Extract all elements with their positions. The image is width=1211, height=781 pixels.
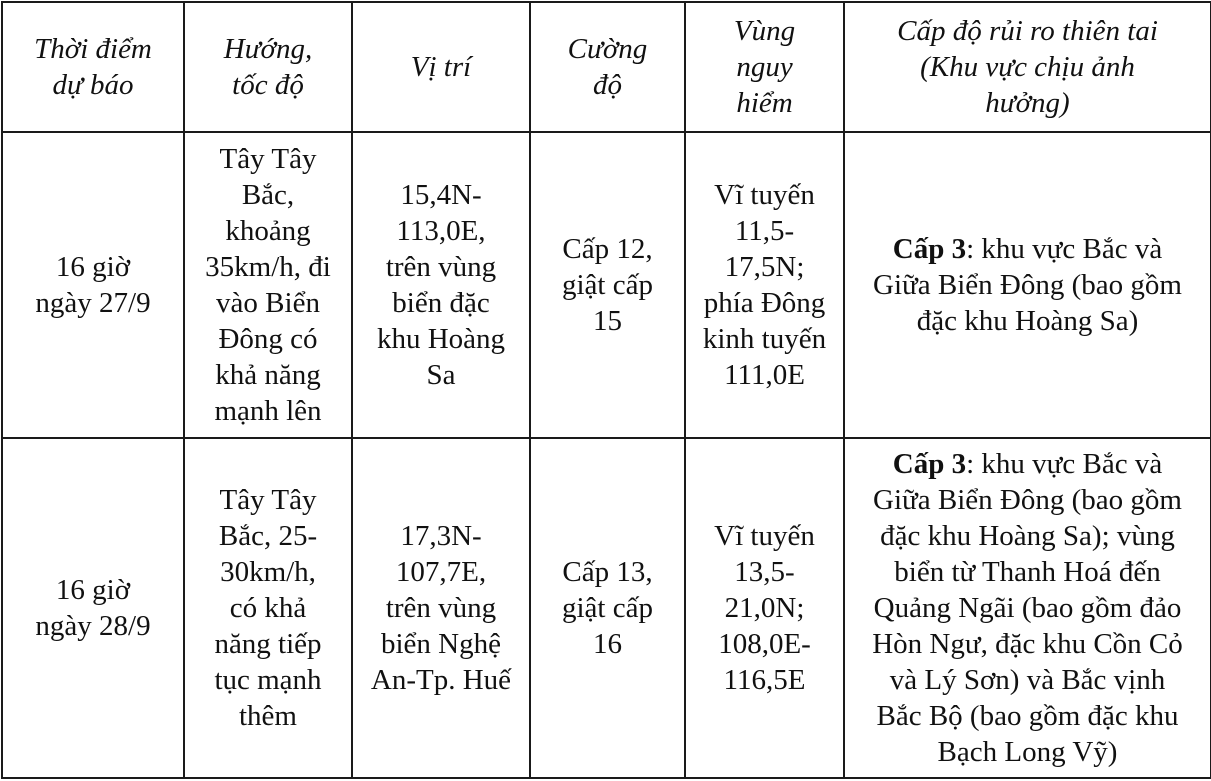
cell-direction-speed: Tây Tây Bắc, 25- 30km/h, có khả năng tiếp tục mạnh thêm (184, 438, 352, 778)
cell-position: 17,3N- 107,7E, trên vùng biển Nghệ An-Tp. Huế (352, 438, 530, 778)
cell-intensity: Cấp 13, giật cấp 16 (530, 438, 685, 778)
storm-forecast-table (1, 1, 1211, 779)
cell-intensity: Cấp 12, giật cấp 15 (530, 132, 685, 438)
table-row (2, 438, 1211, 778)
cell-risk-level: Cấp 3: khu vực Bắc và Giữa Biển Đông (bao gồm đặc khu Hoàng Sa); vùng biển từ Thanh Hoá đến Quảng Ngãi (bao gồm đảo Hòn Ngư, đặc khu Cồn Cỏ và Lý Sơn) và Bắc vịnh Bắc Bộ (bao gồm đặc khu Bạch Long Vỹ) (844, 438, 1211, 778)
header-risk-level: Cấp độ rủi ro thiên tai (Khu vực chịu ảnh hưởng) (844, 2, 1211, 132)
header-intensity: Cường độ (530, 2, 685, 132)
cell-danger-zone: Vĩ tuyến 13,5- 21,0N; 108,0E- 116,5E (685, 438, 844, 778)
table-row (2, 132, 1211, 438)
cell-risk-level: Cấp 3: khu vực Bắc và Giữa Biển Đông (bao gồm đặc khu Hoàng Sa) (844, 132, 1211, 438)
header-direction-speed: Hướng, tốc độ (184, 2, 352, 132)
cell-forecast-time: 16 giờ ngày 28/9 (2, 438, 184, 778)
header-danger-zone: Vùng nguy hiểm (685, 2, 844, 132)
cell-forecast-time: 16 giờ ngày 27/9 (2, 132, 184, 438)
cell-danger-zone: Vĩ tuyến 11,5- 17,5N; phía Đông kinh tuyến 111,0E (685, 132, 844, 438)
cell-direction-speed: Tây Tây Bắc, khoảng 35km/h, đi vào Biển Đông có khả năng mạnh lên (184, 132, 352, 438)
risk-level-label: Cấp 3 (892, 448, 967, 480)
risk-level-label: Cấp 3 (892, 233, 967, 265)
header-row (2, 2, 1211, 132)
cell-position: 15,4N- 113,0E, trên vùng biển đặc khu Hoàng Sa (352, 132, 530, 438)
header-position: Vị trí (352, 2, 530, 132)
header-forecast-time: Thời điểm dự báo (2, 2, 184, 132)
